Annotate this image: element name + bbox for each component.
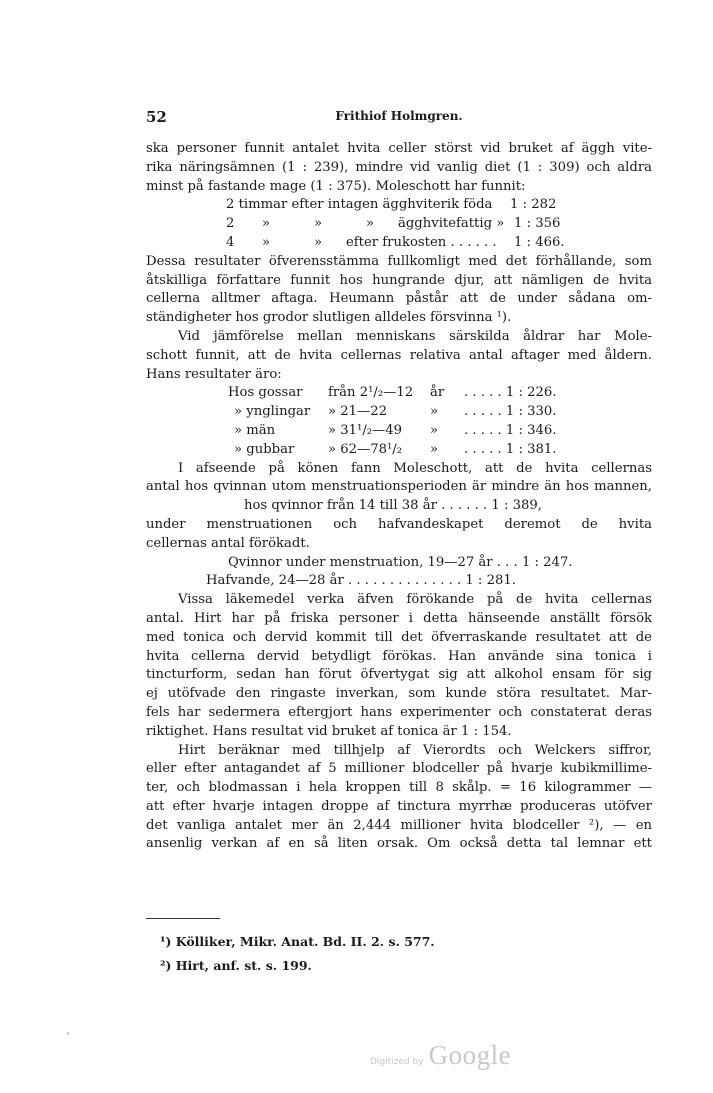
footnote-marker: ¹)	[160, 934, 172, 949]
text-line: fels har sedermera eftergjort hans experimenter och constaterat deras	[146, 704, 652, 720]
text-line: Vid jämförelse mellan menniskans särskilda åldrar har Mole-	[178, 328, 652, 344]
table-row	[146, 196, 652, 215]
footnote-text: Hirt, anf. st. s. 199.	[175, 958, 312, 973]
text-line: cellerna alltmer aftaga. Heumann påstår att de under sådana om-	[146, 291, 652, 307]
table-cell: . . . . . 1 : 346.	[464, 422, 557, 438]
table-cell: Hos gossar	[228, 385, 303, 401]
text-line: Vissa läkemedel verka äfven förökande på de hvita cellernas	[178, 592, 652, 608]
text-line: rika näringsämnen (1 : 239), mindre vid vanlig diet (1 : 309) och aldra	[146, 159, 652, 175]
text-line: riktighet. Hans resultat vid bruket af tonica är 1 : 154.	[146, 723, 512, 739]
table-cell: »	[430, 422, 439, 438]
table-row	[146, 384, 652, 403]
table-cell: . . . . . 1 : 226.	[464, 385, 557, 401]
watermark-prefix: Digitized by	[370, 1057, 424, 1067]
text-line: Hans resultater äro:	[146, 366, 282, 382]
table-cell: »	[262, 216, 271, 232]
table-cell: . . . . . 1 : 381.	[464, 441, 557, 457]
text-line: åtskilliga författare funnit hos hungrande djur, att nämligen de hvita	[146, 272, 652, 288]
text-line: hvita cellerna dervid betydligt förökas. Han använde sina tonica i	[146, 648, 652, 664]
table-cell: »	[430, 404, 439, 420]
table-cell: »	[314, 216, 323, 232]
table-row	[146, 215, 652, 234]
table-cell: » ynglingar	[234, 404, 311, 420]
table-cell: »	[314, 234, 323, 250]
footnote-2	[160, 958, 312, 973]
table-cell: 4	[226, 234, 235, 250]
table-cell: »	[430, 441, 439, 457]
table-cell: 2	[226, 216, 235, 232]
text-line: antal hos qvinnan utom menstruationsperioden är mindre än hos mannen,	[146, 479, 652, 495]
text-line: Dessa resultater öfverensstämma fullkomligt med det förhållande, som	[146, 253, 652, 269]
table-cell: efter frukosten . . . . . .	[346, 234, 497, 250]
text-line: ansenlig verkan af en så liten orsak. Om också detta tal lemnar ett	[146, 836, 652, 852]
page-number: 52	[146, 108, 167, 126]
text-line: eller efter antagandet af 5 millioner blodceller på hvarje kubikmillime-	[146, 761, 652, 777]
table-cell: 1 : 282	[510, 197, 557, 213]
watermark-brand: Google	[428, 1040, 512, 1070]
table-row	[146, 234, 652, 253]
table-cell: »	[262, 234, 271, 250]
table-cell: 1 : 356	[514, 216, 561, 232]
text-line: minst på fastande mage (1 : 375). Moleschott har funnit:	[146, 178, 526, 194]
text-line: Qvinnor under menstruation, 19—27 år . . . 1 : 247.	[228, 554, 573, 570]
table-cell: »	[366, 216, 375, 232]
text-line: Hafvande, 24—28 år . . . . . . . . . . . . . . 1 : 281.	[206, 573, 516, 589]
table-cell: 1 : 466.	[514, 234, 565, 250]
table-cell: från 2¹/₂—12	[328, 385, 414, 401]
table-cell: » män	[234, 422, 276, 438]
footnote-text: Kölliker, Mikr. Anat. Bd. II. 2. s. 577.	[175, 934, 435, 949]
table-cell: 2 timmar efter intagen ägghviterik föda	[226, 197, 493, 213]
table-cell: år	[430, 385, 445, 401]
table-row	[146, 441, 652, 460]
text-line: ter, och blodmassan i hela kroppen till 8 skålp. = 16 kilogrammer —	[146, 780, 652, 796]
table-row	[146, 422, 652, 441]
footnote-divider	[146, 918, 220, 919]
digitized-watermark	[370, 1040, 511, 1071]
table-cell: . . . . . 1 : 330.	[464, 404, 557, 420]
text-line: ständigheter hos grodor slutligen alldeles försvinna ¹).	[146, 310, 512, 326]
text-line: antal. Hirt har på friska personer i detta hänseende anställt försök	[146, 610, 652, 626]
text-line: med tonica och dervid kommit till det öfverraskande resultatet att de	[146, 629, 652, 645]
text-line: tincturform, sedan han förut öfvertygat sig att alkohol ensam för sig	[146, 667, 652, 683]
margin-mark: `	[66, 1033, 71, 1044]
table-cell: » 62—78¹/₂	[328, 441, 403, 457]
text-line: I afseende på könen fann Moleschott, att de hvita cellernas	[178, 460, 652, 476]
text-line: under menstruationen och hafvandeskapet deremot de hvita	[146, 516, 652, 532]
table-cell: » 21—22	[328, 404, 388, 420]
table-cell: » 31¹/₂—49	[328, 422, 403, 438]
text-line: schott funnit, att de hvita cellernas relativa antal aftager med åldern.	[146, 347, 652, 363]
text-line: det vanliga antalet mer än 2,444 millioner hvita blodceller ²), — en	[146, 817, 652, 833]
text-line: ska personer funnit antalet hvita celler störst vid bruket af äggh vite-	[146, 141, 652, 156]
page-body	[146, 140, 652, 854]
text-line: ej utöfvade den ringaste inverkan, som kunde störa resultatet. Mar-	[146, 686, 652, 702]
text-line: cellernas antal förökadt.	[146, 535, 310, 551]
footnote-marker: ²)	[160, 958, 172, 973]
table-cell: ägghvitefattig »	[398, 216, 505, 232]
running-title: Frithiof Holmgren.	[335, 109, 463, 123]
text-line: Hirt beräknar med tillhjelp af Vierordts och Welckers siffror,	[178, 742, 652, 758]
running-header	[146, 108, 652, 128]
table-row	[146, 403, 652, 422]
text-line: hos qvinnor från 14 till 38 år . . . . . . 1 : 389,	[244, 498, 542, 514]
table-cell: » gubbar	[234, 441, 295, 457]
text-line: att efter hvarje intagen droppe af tinctura myrrhæ produceras utöfver	[146, 798, 652, 814]
footnote-1	[160, 934, 435, 949]
